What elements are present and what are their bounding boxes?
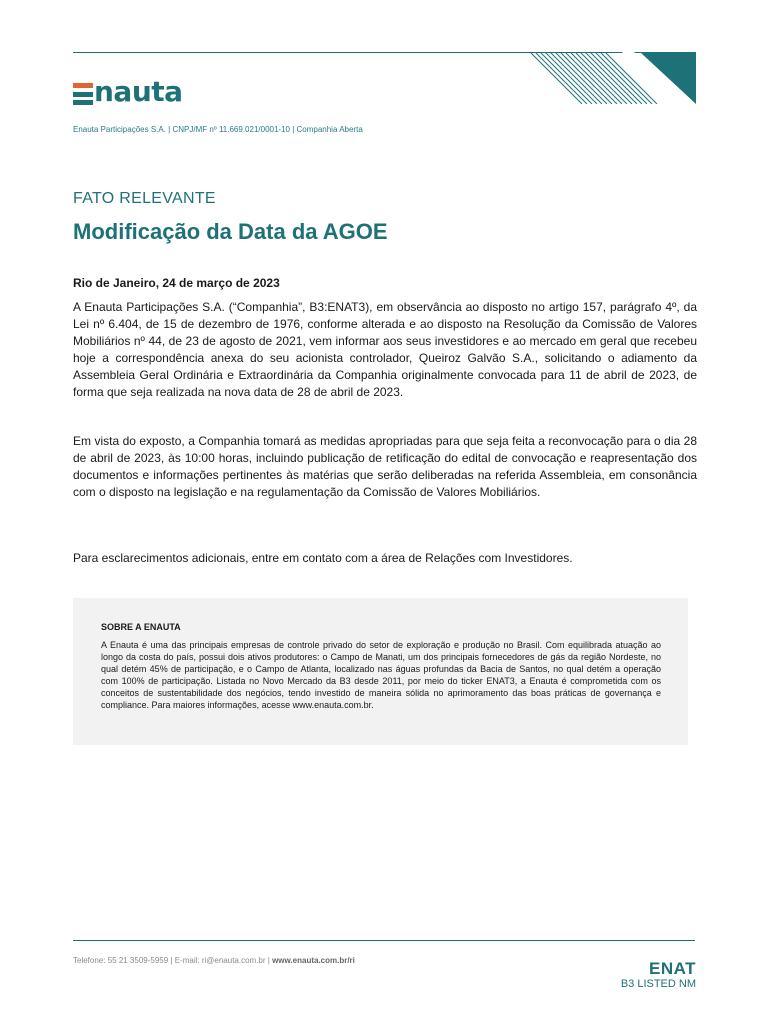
body-paragraph-2: Em vista do exposto, a Companhia tomará as medidas apropriadas para que seja feita a reconvocação para o dia 28 de abril de 2023, às 10:00 horas, incluindo publicação de retificação do edital de convocação e reapresentação dos documentos e informações pertinentes às matérias que serão deliberadas na referida Assembleia, em consonância com o disposto na legislação e na regulamentação da Comissão de Valores Mobiliários. <box>73 434 697 499</box>
body-paragraph-1: A Enauta Participações S.A. (“Companhia”, B3:ENAT3), em observância ao disposto no artigo 157, parágrafo 4º, da Lei nº 6.404, de 15 de dezembro de 1976, conforme alterada e ao disposto na Resolução da Comissão de Valores Mobiliários nº 44, de 23 de agosto de 2021, vem informar aos seus investidores e ao mercado em geral que recebeu hoje a correspondência anexa do seu acionista controlador, Queiroz Galvão S.A., solicitando o adiamento da Assembleia Geral Ordinária e Extraordinária da Companhia originalmente convocada para 11 de abril de 2023, de forma que seja realizada na nova data de 28 de abril de 2023. <box>73 300 697 399</box>
enauta-logo <box>73 76 183 106</box>
logo-e-mark-icon <box>73 83 93 105</box>
listing-ticker: ENAT <box>648 959 696 978</box>
about-company-box <box>73 598 688 745</box>
footer-rule <box>73 940 695 941</box>
about-body: A Enauta é uma das principais empresas de controle privado do setor de exploração e produção no Brasil. Com equilibrada atuação ao longo da costa do país, possui dois ativos produtores: o Campo de Manati, um dos principais fornecedores de gás da região Nordeste, no qual detém 45% de participação, e o Campo de Atlanta, localizado nas águas profundas da Bacia de Santos, no qual detém a operação com 100% de participação. Listada no Novo Mercado da B3 desde 2011, por meio do ticker ENAT3, a Enauta é comprometida com os conceitos de sustentabilidade dos negócios, tendo investido de maneira sólida no aprimoramento das boas práticas de governança e compliance. Para maiores informações, acesse www.enauta.com.br. <box>101 640 661 710</box>
body-paragraph-3: Para esclarecimentos adicionais, entre em contato com a área de Relações com Investidores. <box>73 551 573 565</box>
logo-wordmark: nauta <box>94 75 183 108</box>
footer-contact-text: Telefone: 55 21 3509-5959 | E-mail: ri@enauta.com.br | <box>73 956 273 965</box>
b3-listing-badge <box>612 960 696 991</box>
listing-segment: B3 LISTED NM <box>620 978 696 990</box>
document-kicker: FATO RELEVANTE <box>73 190 216 207</box>
footer-contact <box>73 956 355 965</box>
document-title: Modificação da Data da AGOE <box>73 219 388 244</box>
dateline: Rio de Janeiro, 24 de março de 2023 <box>73 276 280 290</box>
company-identification: Enauta Participações S.A. | CNPJ/MF nº 11.669.021/0001-10 | Companhia Aberta <box>73 125 363 134</box>
about-title: SOBRE A ENAUTA <box>101 622 181 632</box>
footer-website-link[interactable]: www.enauta.com.br/ri <box>272 956 355 965</box>
decorative-stripes-graphic <box>530 52 696 104</box>
